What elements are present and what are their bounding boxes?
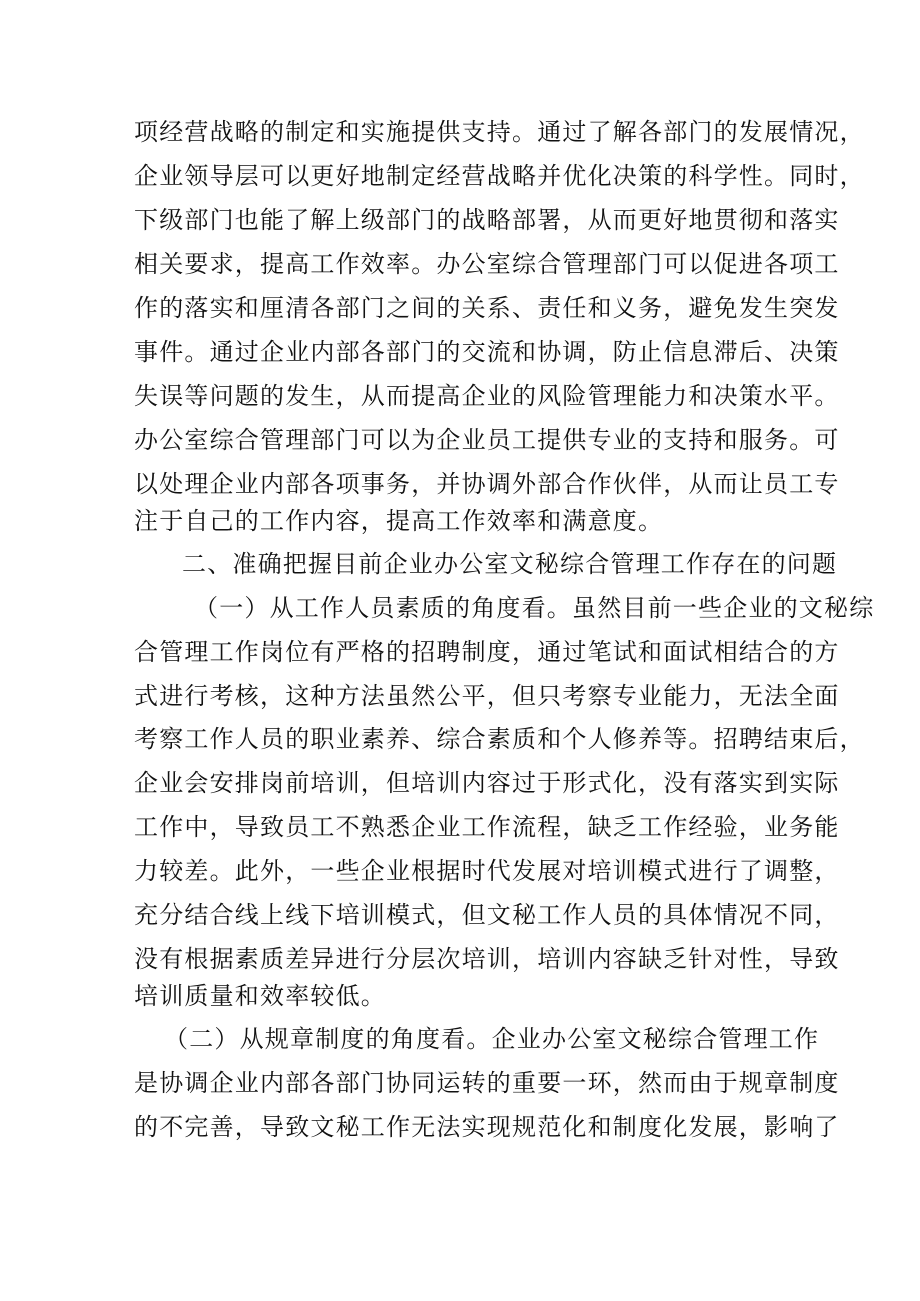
- paragraph-line: 注于自己的工作内容，提高工作效率和满意度。: [134, 507, 664, 535]
- paragraph-line: 力较差。此外，一些企业根据时代发展对培训模式进行了调整，: [134, 857, 840, 885]
- paragraph-line: 以处理企业内部各项事务，并协调外部合作伙伴，从而让员工专: [134, 470, 840, 498]
- paragraph-line: 下级部门也能了解上级部门的战略部署，从而更好地贯彻和落实: [134, 206, 840, 234]
- paragraph-line: 企业领导层可以更好地制定经营战略并优化决策的科学性。同时，: [134, 162, 865, 190]
- paragraph-line: 办公室综合管理部门可以为企业员工提供专业的支持和服务。可: [134, 426, 840, 454]
- paragraph-line: 培训质量和效率较低。: [134, 982, 386, 1010]
- subsection-first-line: （一）从工作人员素质的角度看。虽然目前一些企业的文秘综: [194, 594, 875, 622]
- paragraph-line: 没有根据素质差异进行分层次培训，培训内容缺乏针对性，导致: [134, 945, 840, 973]
- paragraph-line: 工作中，导致员工不熟悉企业工作流程，缺乏工作经验，业务能: [134, 813, 840, 841]
- paragraph-line: 企业会安排岗前培训，但培训内容过于形式化，没有落实到实际: [134, 769, 840, 797]
- paragraph-line: 的不完善，导致文秘工作无法实现规范化和制度化发展，影响了: [134, 1113, 840, 1141]
- paragraph-line: 合管理工作岗位有严格的招聘制度，通过笔试和面试相结合的方: [134, 638, 840, 666]
- paragraph-line: 相关要求，提高工作效率。办公室综合管理部门可以促进各项工: [134, 250, 840, 278]
- section-heading: 二、准确把握目前企业办公室文秘综合管理工作存在的问题: [182, 550, 838, 578]
- paragraph-line: 事件。通过企业内部各部门的交流和协调，防止信息滞后、决策: [134, 338, 840, 366]
- paragraph-line: 项经营战略的制定和实施提供支持。通过了解各部门的发展情况，: [134, 118, 865, 146]
- paragraph-line: 考察工作人员的职业素养、综合素质和个人修养等。招聘结束后，: [134, 725, 865, 753]
- paragraph-line: 失误等问题的发生，从而提高企业的风险管理能力和决策水平。: [134, 382, 840, 410]
- paragraph-line: 式进行考核，这种方法虽然公平，但只考察专业能力，无法全面: [134, 682, 840, 710]
- paragraph-line: 作的落实和厘清各部门之间的关系、责任和义务，避免发生突发: [134, 294, 840, 322]
- subsection-first-line: （二）从规章制度的角度看。企业办公室文秘综合管理工作: [164, 1025, 820, 1053]
- paragraph-line: 充分结合线上线下培训模式，但文秘工作人员的具体情况不同，: [134, 901, 840, 929]
- paragraph-line: 是协调企业内部各部门协同运转的重要一环，然而由于规章制度: [134, 1069, 840, 1097]
